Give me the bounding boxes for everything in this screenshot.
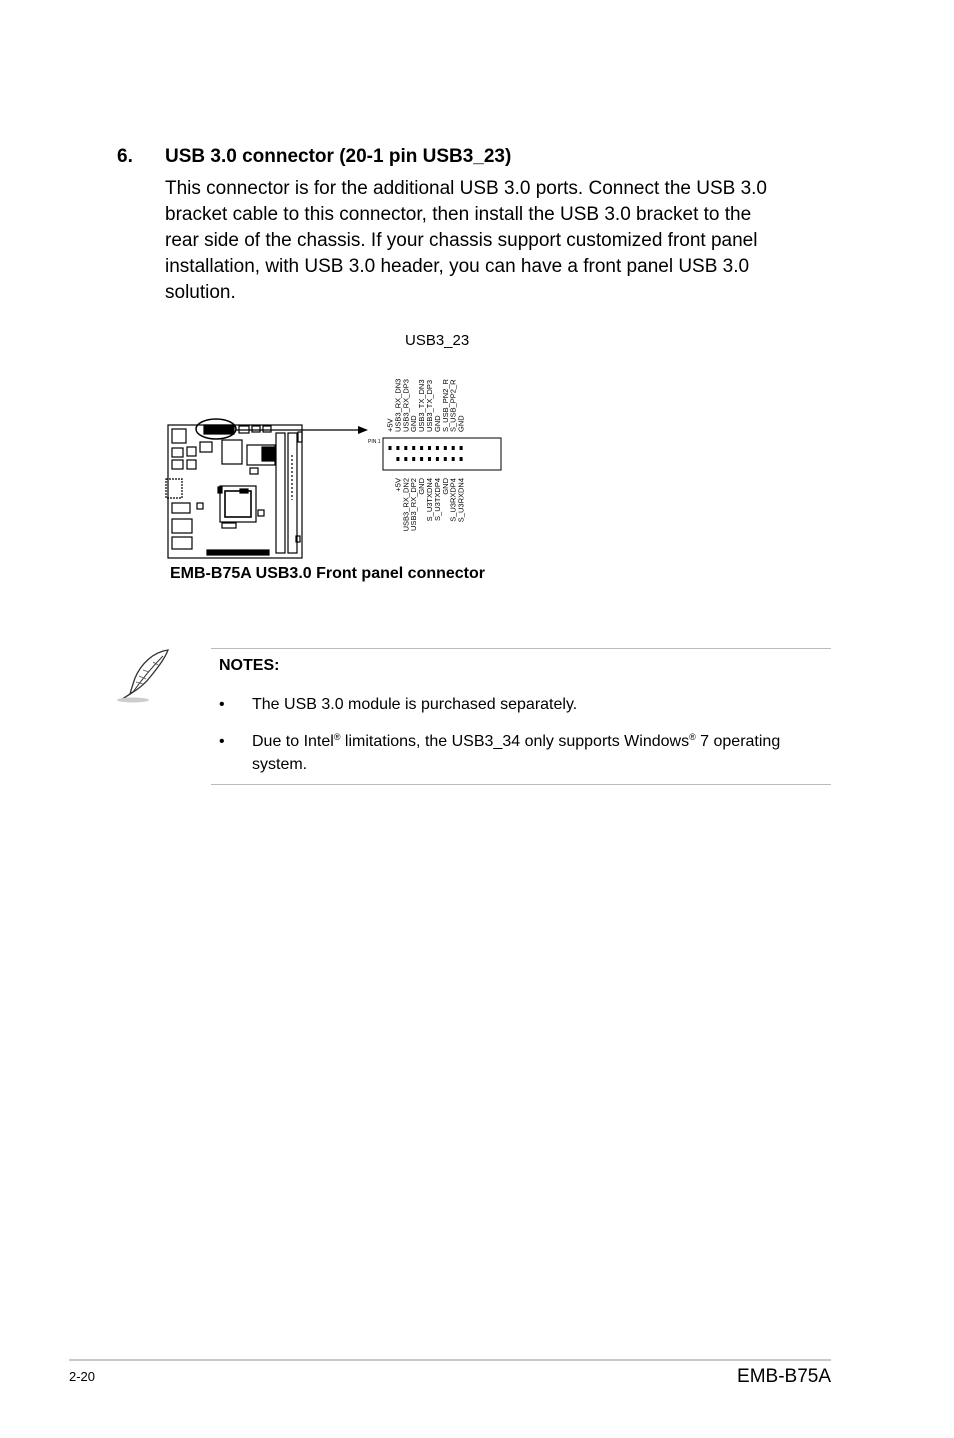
- header-pin: [452, 446, 455, 450]
- header-pin: [404, 446, 407, 450]
- paragraph-line: solution.: [165, 282, 236, 303]
- notes-divider-bottom: [211, 784, 831, 785]
- pin-label-top: USB3_RX_DN3: [393, 378, 403, 432]
- header-pin: [412, 446, 415, 450]
- registered-mark: ®: [333, 732, 341, 742]
- notes-divider-top: [211, 648, 831, 649]
- note-text: Due to Intel: [252, 733, 334, 750]
- top-pin-labels: [386, 378, 466, 432]
- pin-label-bottom: S_U3RXDP4: [448, 478, 458, 522]
- header-pins: [389, 446, 463, 461]
- paragraph-line: installation, with USB 3.0 header, you can have a front panel USB 3.0: [165, 256, 750, 277]
- bullet-icon: •: [219, 733, 225, 750]
- pin-label-top: S_USB_PN2_R: [440, 379, 450, 432]
- header-pin: [444, 457, 447, 461]
- feather-quill-icon: [113, 646, 173, 704]
- header-outline: [383, 438, 501, 470]
- note-item-intel: [252, 731, 780, 753]
- pin1-label: PIN 1: [368, 439, 381, 445]
- paragraph-line: rear side of the chassis. If your chassis support customized front panel: [165, 230, 758, 251]
- header-pin: [420, 446, 423, 450]
- pin-label-top: GND: [456, 415, 466, 432]
- paragraph-line: bracket cable to this connector, then install the USB 3.0 bracket to the: [165, 204, 752, 225]
- header-pin: [396, 446, 399, 450]
- header-pin: [436, 457, 439, 461]
- header-pin: [460, 457, 463, 461]
- page-number: 2-20: [69, 1369, 96, 1384]
- motherboard-illustration: [166, 419, 302, 558]
- pin-label-bottom: USB3_RX_DP2: [409, 478, 419, 531]
- header-pin: [436, 446, 439, 450]
- usb-connector-diagram: [0, 0, 954, 620]
- pin-label-bottom: GND: [440, 478, 450, 495]
- pin-label-bottom: GND: [417, 478, 427, 495]
- bottom-pin-labels: [393, 477, 465, 531]
- pin-label-bottom: S_U3RXDN4: [456, 478, 466, 523]
- notes-title: NOTES:: [219, 657, 280, 674]
- header-pin: [460, 446, 463, 450]
- header-pin: [428, 446, 431, 450]
- registered-mark: ®: [689, 732, 696, 742]
- pin-label-bottom: USB3_RX_DN2: [401, 478, 411, 532]
- header-pin: [444, 446, 447, 450]
- note-item-intel-cont: system.: [252, 756, 308, 773]
- product-name: EMB-B75A: [737, 1366, 831, 1387]
- section-number: 6.: [117, 146, 133, 167]
- pin-label-top: S_USB_PP2_R: [448, 379, 458, 432]
- diagram-caption: EMB-B75A USB3.0 Front panel connector: [170, 565, 486, 582]
- pin-label-top: USB3_TX_DP3: [425, 379, 434, 432]
- note-item-module: The USB 3.0 module is purchased separately.: [252, 696, 578, 713]
- pin-label-bottom: S_U3TXDN4: [425, 478, 434, 522]
- pin-label-top: GND: [432, 415, 442, 432]
- header-pin: [428, 457, 431, 461]
- pin-label-top: +5V: [385, 418, 395, 432]
- paragraph-line: This connector is for the additional USB 3.0 ports. Connect the USB 3.0: [165, 178, 767, 199]
- header-pin: [412, 457, 415, 461]
- pin-label-bottom: S_U3TXDP4: [432, 478, 442, 521]
- connector-label: USB3_23: [405, 332, 470, 349]
- footer-divider: [69, 1359, 831, 1361]
- pin-label-top: GND: [409, 415, 419, 432]
- pin-label-top: USB3_RX_DP3: [401, 379, 411, 432]
- header-pin: [420, 457, 423, 461]
- pin-label-bottom: +5V: [393, 478, 403, 492]
- note-text: limitations, the USB3_34 only supports Windows: [340, 733, 690, 750]
- section-title: USB 3.0 connector (20-1 pin USB3_23): [165, 146, 512, 167]
- pin-label-top: USB3_TX_DN3: [417, 379, 427, 432]
- header-pin: [389, 446, 392, 450]
- header-pin: [404, 457, 407, 461]
- note-text: 7 operating: [695, 733, 781, 750]
- bullet-icon: •: [219, 696, 225, 713]
- header-pin: [452, 457, 455, 461]
- header-pin: [396, 457, 399, 461]
